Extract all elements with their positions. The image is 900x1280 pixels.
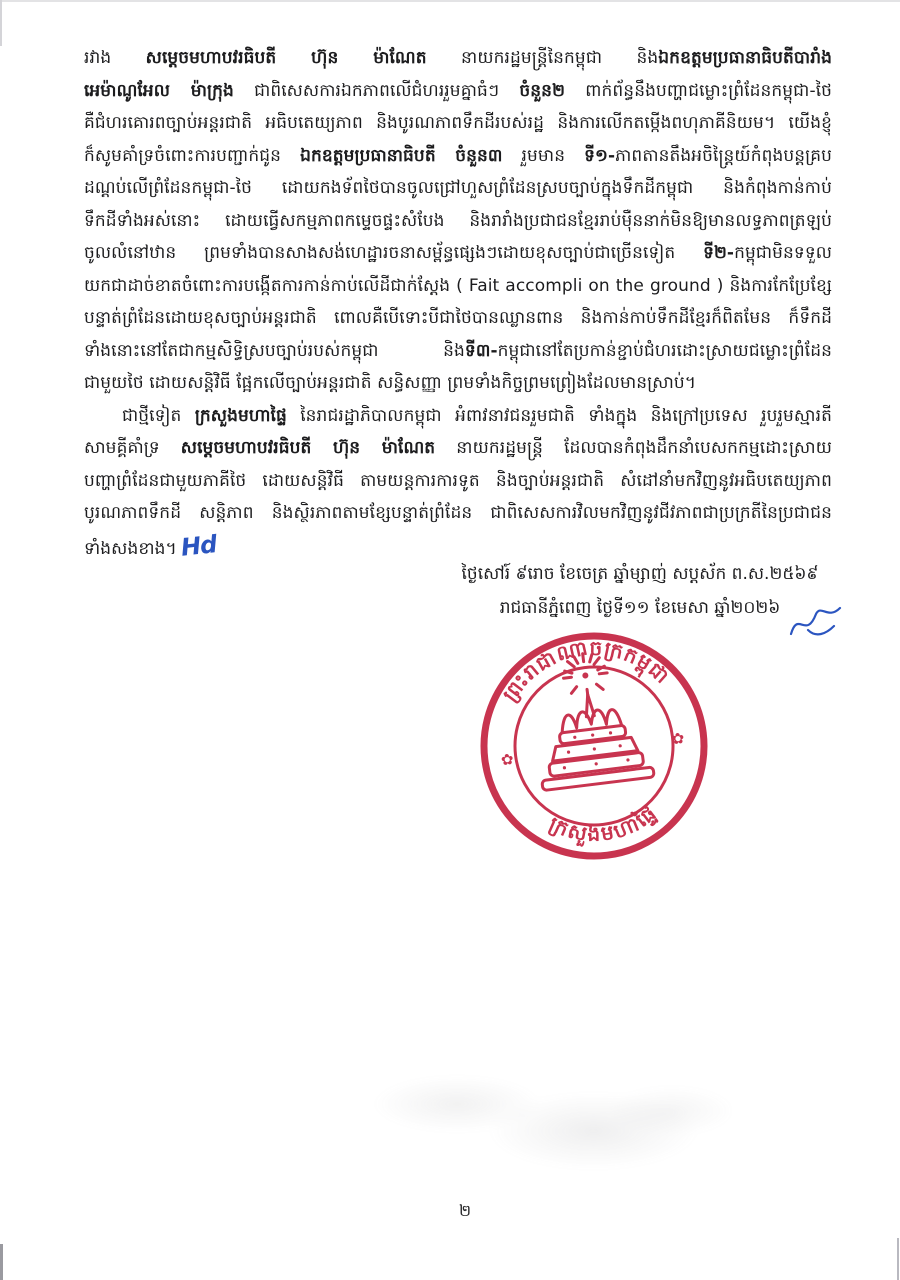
- body-text-bold-run: ក្រសួងមហាផ្ទៃ: [194, 405, 287, 426]
- body-text-run: នៃរាជរដ្ឋាភិបាលកម្ពុជា អំពាវនាវជនរួមជាតិ ទាំងក្នុង និងក្រៅប្រទេស រួបរួមស្មារតី: [286, 405, 832, 426]
- body-line: [84, 140, 832, 173]
- body-line: [84, 205, 832, 238]
- body-text-run: នាយករដ្ឋមន្ត្រីនៃកម្ពុជា និង: [426, 48, 659, 68]
- body-text-run: ចូលលំនៅឋាន ព្រមទាំងបានសាងសង់ហេដ្ឋារចនាសម្ព័ន្ធផ្សេងៗដោយខុសច្បាប់ជាច្រើនទៀត: [84, 243, 704, 263]
- body-text-bold-run: ទី៣-: [464, 340, 498, 361]
- body-text-run: ក៏សូមគាំទ្រចំពោះការបញ្ជាក់ជូន: [84, 145, 301, 166]
- body-text-run: ទាំងសងខាង។: [84, 538, 177, 559]
- body-text-run: រវាង: [84, 48, 146, 68]
- body-text-bold-run: ឯកឧត្តមប្រធានាធិបតីបារាំង: [658, 48, 833, 68]
- body-text-run: យកជាដាច់ខាតចំពោះការបង្កើតការកាន់កាប់លើដីជាក់ស្តែង ( Fait accompli on the ground ) និងការកែប្រែខ្សែ: [84, 275, 832, 296]
- body-text-run: គឺជំហរគោរពច្បាប់អន្តរជាតិ អធិបតេយ្យភាព និងបូរណភាពទឹកដីរបស់រដ្ឋ និងការលើកតម្កើងពហុភាគីនិយម។ យើងខ្ញុំ: [84, 113, 832, 133]
- dateline-lunar: ថ្ងៃសៅរ៍ ៩រោច ខែចេត្រ ឆ្នាំម្សាញ់ សប្តស័ក ព.ស.២៥៦៩: [461, 564, 819, 584]
- body-line: [84, 530, 832, 566]
- seal-top-arc-text: ព្រះរាជាណាចក្រកម្ពុជា: [497, 635, 675, 706]
- body-text-bold-run: សម្តេចមហាបវរធិបតី ហ៊ុន ម៉ាណែត: [180, 438, 436, 458]
- body-text-run: បញ្ហាព្រំដែនជាមួយភាគីថៃ ដោយសន្តិវិធី តាមយន្តការការទូត និងច្បាប់អន្តរជាតិ សំដៅនាំមកវិញនូវអធិបតេយ្យភាព: [84, 470, 832, 491]
- body-text-run: ជាមួយថៃ ដោយសន្តិវិធី ផ្អែកលើច្បាប់អន្តរជាតិ សន្ធិសញ្ញា ព្រមទាំងកិច្ចព្រមព្រៀងដែលមានស្រាប់។: [84, 373, 697, 393]
- body-text-run: ជាថ្មីទៀត: [122, 405, 195, 426]
- body-text-run: បន្ទាត់ព្រំដែនដោយខុសច្បាប់អន្តរជាតិ ពោលគឺបើទោះបីជាថៃបានឈ្លានពាន និងកាន់កាប់ទឹកដីខ្មែរក៏ពិតមែន ក៏ទឹកដី: [84, 308, 832, 328]
- body-text-run: សាមគ្គីគាំទ្រ: [84, 438, 181, 458]
- body-text-run: ទឹកដីទាំងអស់នោះ ដោយធ្វើសកម្មភាពកម្ទេចផ្ទះសំបែង និងរារាំងប្រជាជនខ្មែររាប់ម៉ឺននាក់មិនឱ្យមានលទ្ធភាពត្រឡប់: [84, 210, 832, 231]
- body-text-bold-run: អេម៉ាណូអែល ម៉ាក្រុង: [84, 80, 234, 101]
- body-text-run: ទាំងនោះនៅតែជាកម្មសិទ្ធិស្របច្បាប់របស់កម្ពុជា និង: [84, 340, 465, 361]
- body-line: [84, 302, 832, 335]
- body-text: [84, 42, 832, 565]
- body-text-run: ភាពតានតឹងអចិន្ត្រៃយ៍កំពុងបន្តគ្រប: [615, 145, 832, 166]
- body-line: [84, 400, 832, 433]
- body-text-run: កម្ពុជាមិនទទួល: [734, 243, 832, 263]
- body-line: [84, 107, 832, 140]
- body-line: [84, 237, 832, 270]
- body-text-bold-run: ទី១-: [584, 145, 616, 166]
- ministry-seal-stamp: [462, 614, 725, 877]
- body-line: [84, 497, 832, 530]
- body-line: [84, 367, 832, 400]
- body-text-bold-run: សម្តេចមហាបវរធិបតី ហ៊ុន ម៉ាណែត: [145, 48, 427, 68]
- body-line: [84, 42, 832, 75]
- body-line: [84, 270, 832, 303]
- seal-rosette-right-icon: ✿: [670, 729, 686, 749]
- scan-edge-left: [0, 0, 2, 46]
- scan-edge-bottom-left: [0, 1244, 3, 1280]
- body-text-run: ដណ្តប់លើព្រំដែនកម្ពុជា-ថៃ ដោយកងទ័ពថៃបានចូលជ្រៅហួសព្រំដែនស្របច្បាប់ក្នុងទឹកដីកម្ពុជា និងកំពុងកាន់កាប់: [84, 178, 832, 198]
- body-text-run: បូរណភាពទឹកដី សន្តិភាព និងស្ថិរភាពតាមខ្សែបន្ទាត់ព្រំដែន ជាពិសេសការវិលមកវិញនូវជីវភាពជាប្រក្រតីនៃប្រជាជន: [84, 503, 832, 523]
- body-text-bold-run: ឯកឧត្តមប្រធានាធិបតី ចំនួន៣: [300, 145, 503, 166]
- seal-bottom-arc-text: ក្រសួងមហាផ្ទៃ: [545, 800, 662, 846]
- body-line: [84, 172, 832, 205]
- scan-edge-top: [0, 0, 900, 2]
- body-line: [84, 75, 832, 108]
- body-text-run: នាយករដ្ឋមន្ត្រី ដែលបានកំពុងដឹកនាំបេសកកម្មដោះស្រាយ: [435, 438, 832, 458]
- page-number: ២: [458, 1201, 472, 1220]
- seal-rosette-left-icon: ✿: [499, 749, 515, 770]
- body-line: [84, 465, 832, 498]
- body-text-bold-run: ទី២-: [703, 243, 735, 263]
- body-text-run: ជាពិសេសការឯកភាពលើជំហររួមគ្នាធំៗ: [233, 80, 520, 101]
- scan-smudge-watermark: [340, 1050, 730, 1185]
- body-text-bold-run: ចំនួន២: [519, 80, 566, 101]
- dateline-gregorian: រាជធានីភ្នំពេញ ថ្ងៃទី១១ ខែមេសា ឆ្នាំ២០២៦: [499, 598, 781, 618]
- body-line: [84, 335, 832, 368]
- pen-flourish-mark: [788, 600, 844, 644]
- scan-edge-bottom-right: [897, 1238, 899, 1280]
- body-line: [84, 432, 832, 465]
- body-text-run: ពាក់ព័ន្ធនឹងបញ្ហាជម្លោះព្រំដែនកម្ពុជា-ថៃ: [565, 80, 832, 101]
- handwritten-initials: Hd: [179, 529, 218, 562]
- body-text-run: រួមមាន: [502, 145, 585, 166]
- body-text-run: កម្ពុជានៅតែប្រកាន់ខ្ជាប់ជំហរដោះស្រាយជម្លោះព្រំដែន: [497, 340, 832, 361]
